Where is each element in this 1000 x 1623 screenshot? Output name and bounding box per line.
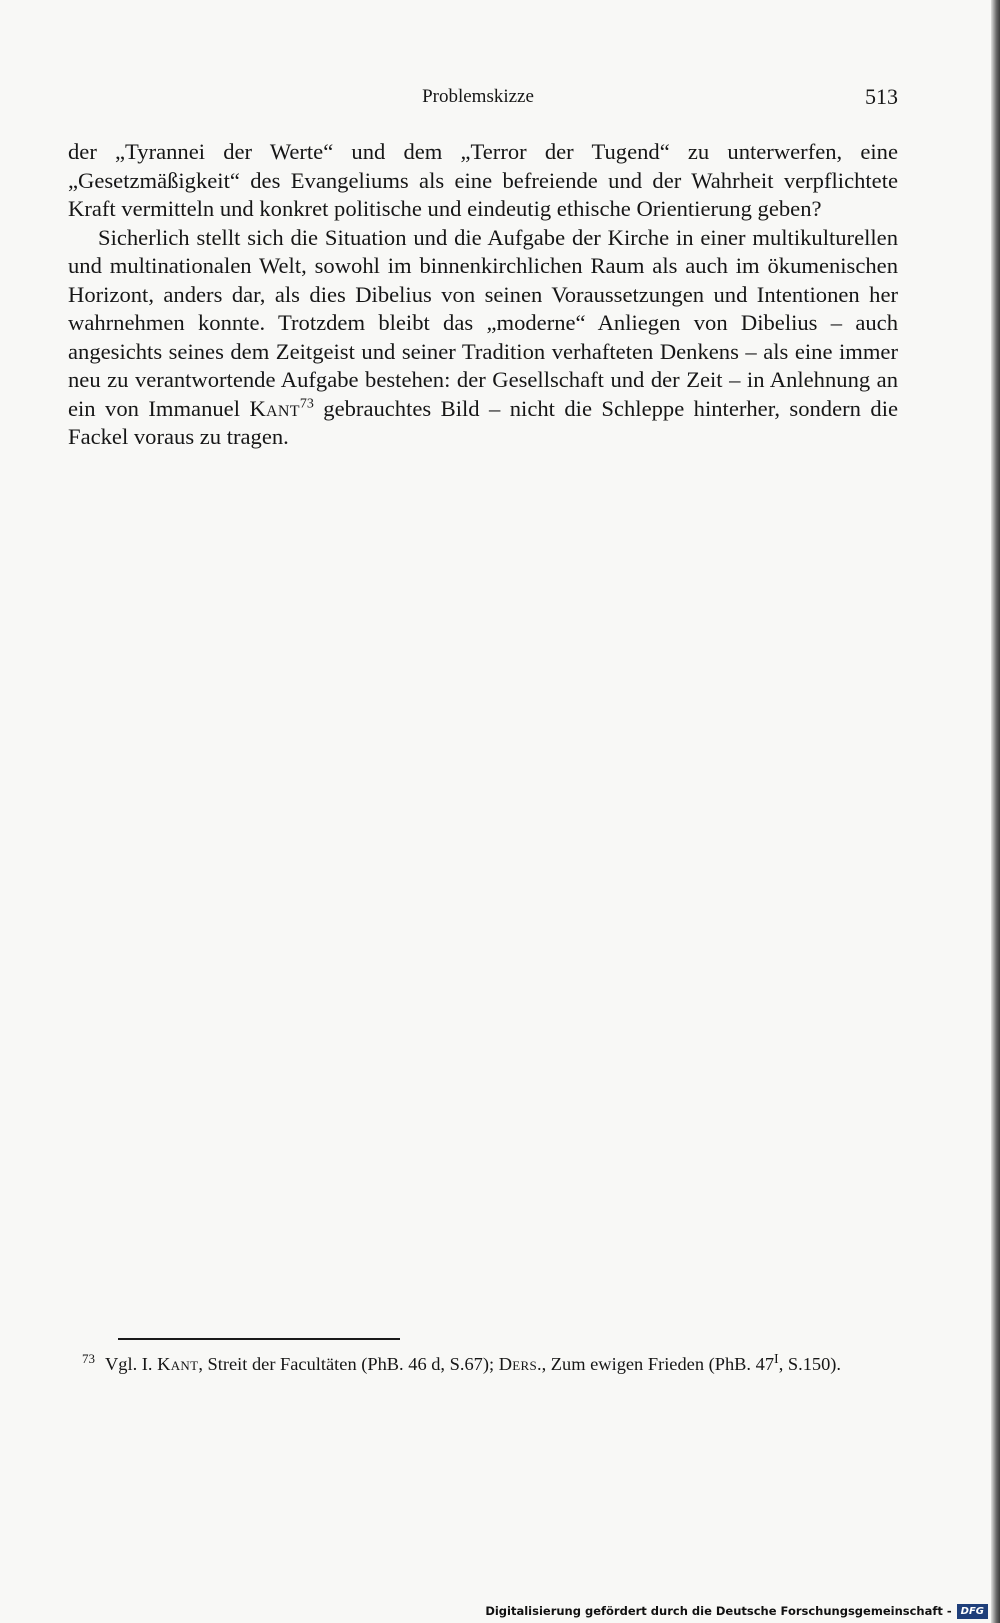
footnote-text-1: Vgl. I. bbox=[105, 1354, 153, 1374]
footnote-73 bbox=[68, 1352, 898, 1376]
running-head-title: Problemskizze bbox=[422, 86, 534, 107]
digitization-notice: Digitalisierung gefördert durch die Deutsche Forschungsgemeinschaft - bbox=[485, 1604, 952, 1618]
footnote-reference[interactable]: 73 bbox=[299, 395, 314, 411]
footnote-text-3: ., Zum ewigen Frieden (PhB. 47 bbox=[537, 1354, 775, 1374]
footnote-text-2: , Streit der Facultäten (PhB. 46 d, S.67); bbox=[198, 1354, 495, 1374]
paragraph-1: der „Tyrannei der Werte“ und dem „Terror der Tugend“ zu unterwerfen, eine „Gesetzmäßigkeit“ des Evangeliums als eine befreiende und der Wahrheit verpflichtete Kraft vermitteln und konkret politische und eindeutig ethische Orientierung geben? bbox=[68, 139, 898, 221]
page-number: 513 bbox=[865, 84, 898, 109]
footnote-volume-superscript: I bbox=[774, 1351, 779, 1367]
paragraph-2-text-before: Sicherlich stellt sich die Situation und die Aufgabe der Kirche in einer multikulturellen und multinationalen Welt, sowohl im binnenkirchlichen Raum als auch im ökumenischen Horizont, anders dar, als dies Dibelius von seinen Voraussetzungen und Intentionen her wahrnehmen konnte. Trotzdem bleibt das „moderne“ Anliegen von Dibelius – auch angesichts seines dem Zeitgeist und seiner Tradition verhafteten Denkens – als eine immer neu zu verantwortende Aufgabe bestehen: der Gesellschaft und der Zeit – in Anlehnung an ein von Immanuel bbox=[68, 224, 898, 421]
footnote-text-4: , S.150). bbox=[778, 1354, 842, 1374]
running-head bbox=[68, 84, 898, 114]
paragraph-2 bbox=[68, 224, 898, 452]
digitization-footer bbox=[485, 1600, 988, 1622]
footnote-number: 73 bbox=[82, 1350, 95, 1366]
scan-edge-shadow bbox=[991, 0, 1000, 1623]
author-name-kant: Kant bbox=[249, 395, 300, 421]
body-text bbox=[68, 138, 898, 452]
footnote-divider bbox=[118, 1338, 400, 1340]
dfg-logo[interactable]: DFG bbox=[957, 1604, 988, 1619]
paragraph-2-text-after: gebrauchtes Bild – nicht die Schleppe hinterher, sondern die Fackel voraus zu tragen. bbox=[68, 395, 898, 449]
footnote-author-kant: Kant bbox=[157, 1354, 199, 1374]
footnote-author-ders: Ders bbox=[498, 1354, 538, 1374]
